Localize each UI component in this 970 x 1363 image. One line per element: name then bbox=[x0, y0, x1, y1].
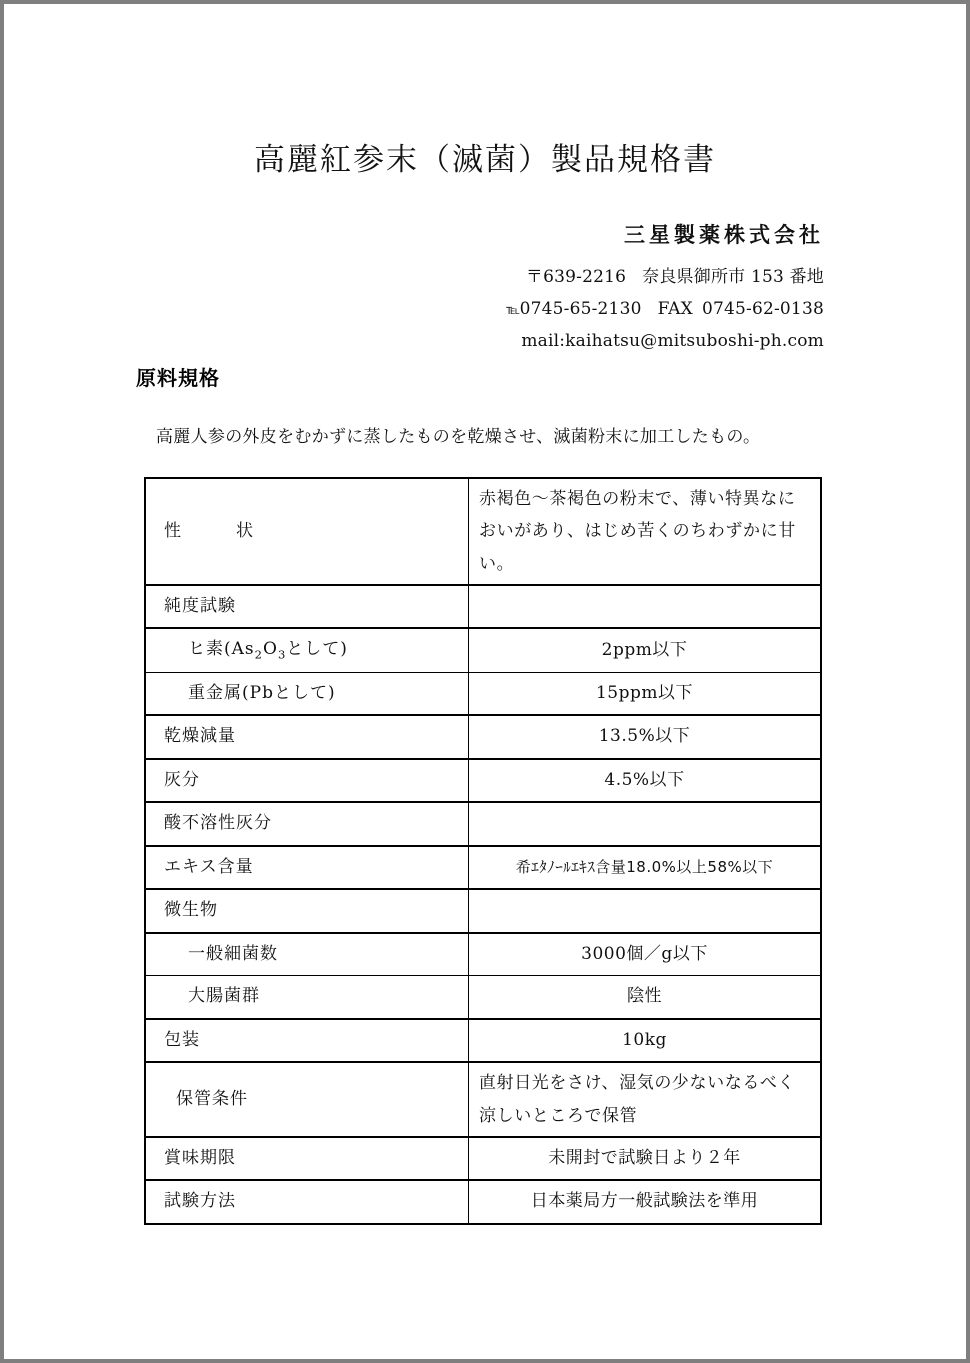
table-row bbox=[145, 478, 821, 585]
table-cell-value bbox=[469, 1180, 822, 1224]
table-cell-value bbox=[469, 628, 822, 672]
table-cell-value bbox=[469, 672, 822, 715]
table-row bbox=[145, 802, 821, 846]
item-label: エキス含量 bbox=[164, 856, 254, 877]
value-text: 希ｴﾀﾉｰﾙｴｷｽ含量18.0%以上58%以下 bbox=[515, 858, 774, 877]
table-cell-item bbox=[145, 933, 469, 976]
table-cell-item bbox=[145, 1137, 469, 1181]
table-cell-value bbox=[469, 478, 822, 585]
item-label-mid: O bbox=[263, 639, 278, 660]
item-label: 純度試験 bbox=[164, 595, 236, 616]
table-cell-item bbox=[145, 715, 469, 759]
table-cell-item bbox=[145, 628, 469, 672]
table-cell-item bbox=[145, 846, 469, 890]
value-text bbox=[469, 893, 820, 929]
table-cell-item bbox=[145, 1019, 469, 1063]
item-label-subscript: 2 bbox=[254, 647, 263, 662]
value-text: 13.5%以下 bbox=[598, 726, 691, 747]
table-cell-item bbox=[145, 585, 469, 629]
table-row bbox=[145, 585, 821, 629]
item-label: 乾燥減量 bbox=[164, 726, 236, 747]
table-row bbox=[145, 1019, 821, 1063]
table-row bbox=[145, 1062, 821, 1137]
specification-table bbox=[144, 477, 822, 1225]
table-cell-value bbox=[469, 976, 822, 1019]
table-cell-value bbox=[469, 889, 822, 933]
table-row bbox=[145, 1180, 821, 1224]
value-text: 10kg bbox=[622, 1029, 667, 1050]
table-cell-value bbox=[469, 759, 822, 803]
item-label: 一般細菌数 bbox=[188, 943, 278, 964]
table-cell-item bbox=[145, 802, 469, 846]
table-row bbox=[145, 846, 821, 890]
item-label: 保管条件 bbox=[176, 1089, 248, 1110]
section-description: 高麗人参の外皮をむかずに蒸したものを乾燥させ、滅菌粉末に加工したもの。 bbox=[156, 427, 761, 447]
company-phone-line bbox=[506, 299, 824, 319]
value-text: 赤褐色～茶褐色の粉末で、薄い特異なにおいがあり、はじめ苦くのちわずかに甘い。 bbox=[479, 489, 796, 574]
item-label: 大腸菌群 bbox=[188, 986, 260, 1007]
table-cell-value bbox=[469, 1019, 822, 1063]
table-cell-value bbox=[469, 802, 822, 846]
company-name: 三星製薬株式会社 bbox=[624, 222, 824, 247]
table-row bbox=[145, 1137, 821, 1181]
tel-icon: ℡ bbox=[506, 303, 520, 318]
item-label: 重金属(Pbとして) bbox=[188, 682, 336, 703]
item-label-suffix: として) bbox=[286, 639, 348, 660]
table-cell-item bbox=[145, 478, 469, 585]
company-address: 奈良県御所市 153 番地 bbox=[642, 267, 824, 287]
item-label: 灰分 bbox=[164, 769, 200, 790]
value-text: 2ppm以下 bbox=[601, 639, 688, 660]
item-label-b: 状 bbox=[236, 521, 254, 542]
table-cell-item bbox=[145, 976, 469, 1019]
item-label: 包装 bbox=[164, 1029, 200, 1050]
value-text bbox=[469, 589, 820, 625]
section-heading: 原料規格 bbox=[136, 366, 220, 390]
item-label-a: 性 bbox=[164, 521, 182, 542]
item-label: 試験方法 bbox=[164, 1191, 236, 1212]
table-row bbox=[145, 889, 821, 933]
company-tel: 0745-65-2130 bbox=[519, 299, 642, 319]
postal-code: 〒639-2216 bbox=[525, 267, 627, 287]
table-row bbox=[145, 715, 821, 759]
value-text: 直射日光をさけ、湿気の少ないなるべく涼しいところで保管 bbox=[479, 1073, 796, 1126]
item-label: 賞味期限 bbox=[164, 1147, 236, 1168]
table-cell-value bbox=[469, 846, 822, 890]
item-label-subscript2: 3 bbox=[277, 647, 287, 662]
table-row bbox=[145, 628, 821, 672]
table-cell-value bbox=[469, 1062, 822, 1137]
table-cell-item bbox=[145, 889, 469, 933]
table-cell-item bbox=[145, 1180, 469, 1224]
value-text: 日本薬局方一般試験法を準用 bbox=[530, 1191, 759, 1212]
page-title: 高麗紅参末（滅菌）製品規格書 bbox=[254, 142, 716, 178]
value-text: 陰性 bbox=[627, 986, 662, 1007]
table-cell-value bbox=[469, 715, 822, 759]
item-label-prefix: ヒ素(As bbox=[188, 639, 255, 660]
table-cell-value bbox=[469, 933, 822, 976]
table-row bbox=[145, 672, 821, 715]
table-row bbox=[145, 933, 821, 976]
value-text: 4.5%以下 bbox=[604, 769, 685, 790]
value-text: 15ppm以下 bbox=[595, 682, 694, 703]
company-fax: 0745-62-0138 bbox=[701, 299, 824, 319]
item-label: 酸不溶性灰分 bbox=[164, 813, 272, 834]
company-mail-line: mail:kaihatsu@mitsuboshi-ph.com bbox=[521, 331, 824, 351]
table-cell-value bbox=[469, 1137, 822, 1181]
document-page bbox=[4, 4, 966, 1359]
fax-label: FAX bbox=[657, 299, 693, 319]
company-info-block bbox=[506, 219, 824, 363]
table-cell-item bbox=[145, 759, 469, 803]
company-address-line bbox=[506, 262, 824, 287]
table-cell-item bbox=[145, 1062, 469, 1137]
value-text: 3000個／g以下 bbox=[581, 943, 708, 964]
table-row bbox=[145, 759, 821, 803]
item-label: 微生物 bbox=[164, 900, 218, 921]
value-text: 未開封で試験日より２年 bbox=[548, 1147, 741, 1168]
table-cell-value bbox=[469, 585, 822, 629]
value-text bbox=[469, 806, 820, 842]
table-row bbox=[145, 976, 821, 1019]
table-cell-item bbox=[145, 672, 469, 715]
